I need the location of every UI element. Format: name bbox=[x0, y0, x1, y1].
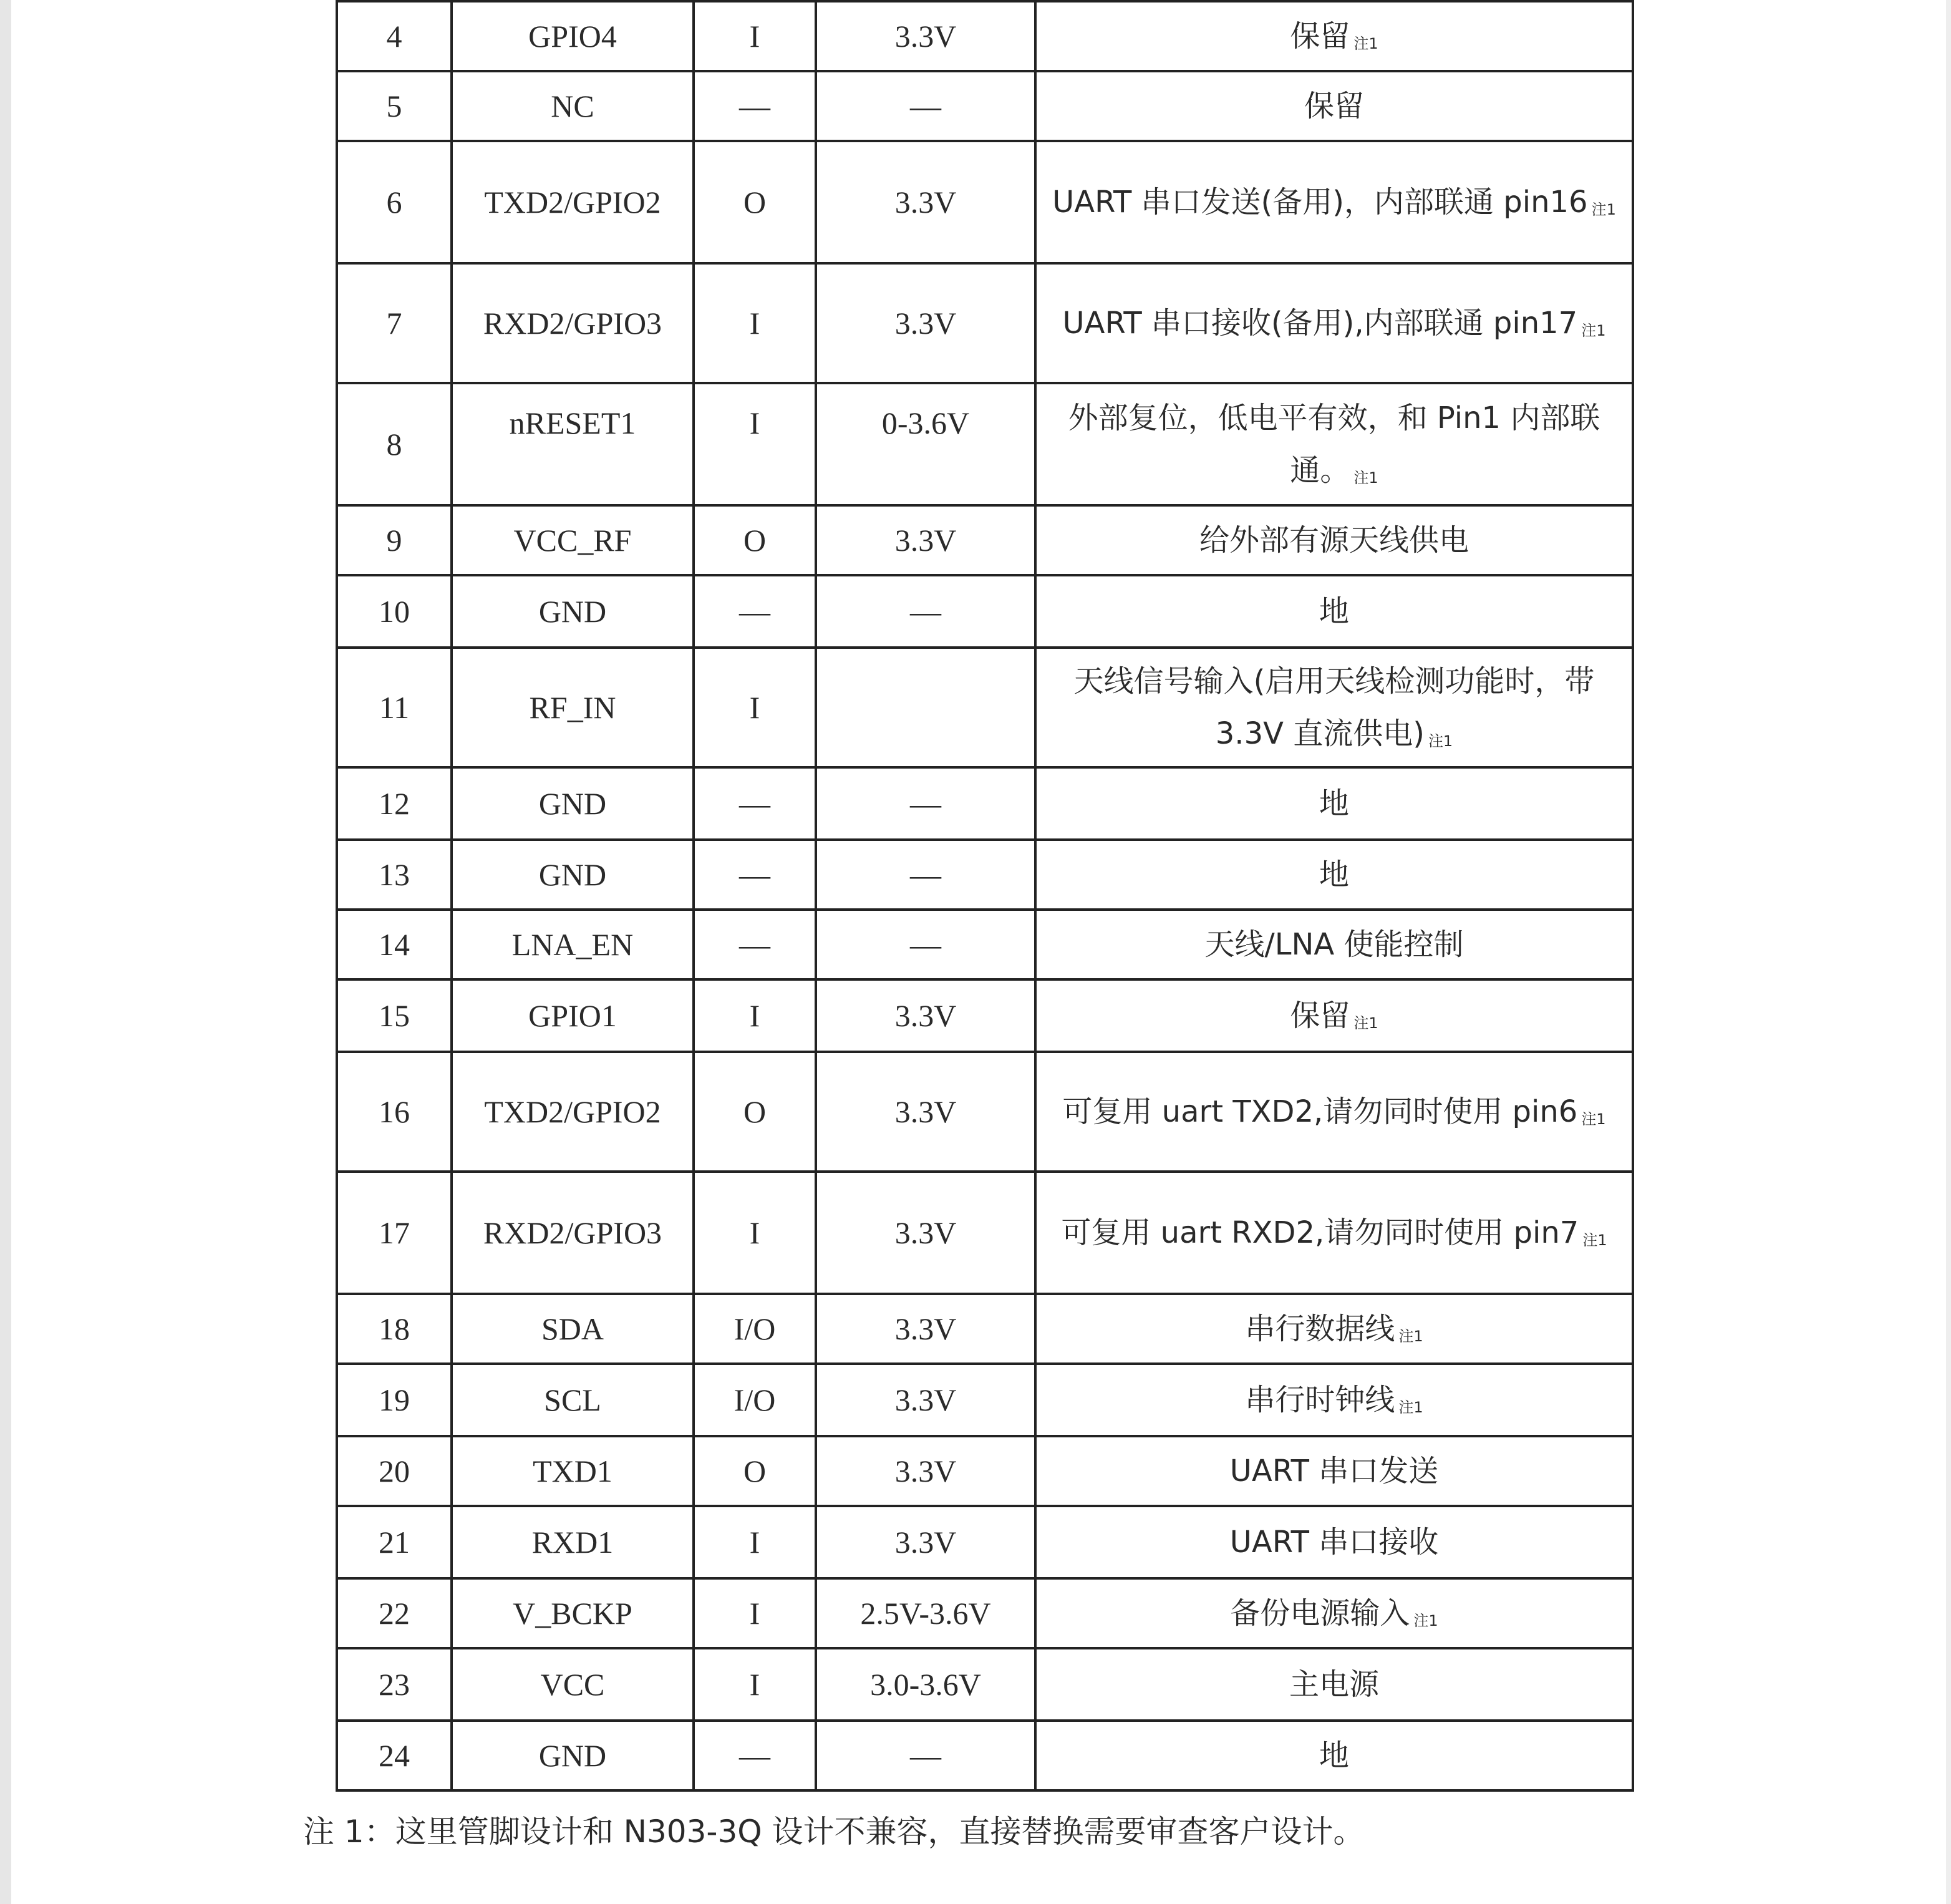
pin-level-cell bbox=[816, 979, 1035, 1052]
pin-number-cell bbox=[337, 1506, 452, 1578]
pin-name-cell bbox=[452, 505, 694, 575]
pin-number-text: 20 bbox=[379, 1454, 410, 1489]
pin-name-text: RF_IN bbox=[529, 690, 616, 725]
pin-number-cell bbox=[337, 1721, 452, 1790]
pin-number-cell bbox=[337, 263, 452, 383]
pin-level-cell bbox=[816, 767, 1035, 840]
pin-level-cell bbox=[816, 1721, 1035, 1790]
pin-level-text: 3.3V bbox=[894, 998, 957, 1033]
pin-table-body bbox=[337, 1, 1633, 1790]
pin-level-cell bbox=[816, 505, 1035, 575]
pin-description-cell bbox=[1035, 1, 1633, 71]
pin-number-cell bbox=[337, 1436, 452, 1506]
pin-description-text: 备份电源输入 bbox=[1230, 1596, 1410, 1631]
pin-description-text: 可复用 uart TXD2,请勿同时使用 pin6 bbox=[1062, 1094, 1578, 1129]
pin-direction-cell bbox=[694, 71, 816, 141]
pin-name-cell bbox=[452, 1294, 694, 1364]
pin-direction-cell bbox=[694, 1436, 816, 1506]
table-row bbox=[337, 1436, 1633, 1506]
pin-level-cell bbox=[816, 1578, 1035, 1648]
pin-direction-cell bbox=[694, 648, 816, 767]
pin-name-cell bbox=[452, 1578, 694, 1648]
pin-level-text: 3.0-3.6V bbox=[870, 1667, 981, 1702]
pin-description-cell bbox=[1035, 1721, 1633, 1790]
pin-level-cell bbox=[816, 575, 1035, 648]
pin-name-cell bbox=[452, 383, 694, 505]
pin-name-text: GND bbox=[538, 1738, 607, 1773]
pin-name-cell bbox=[452, 1364, 694, 1436]
pin-name-text: TXD2/GPIO2 bbox=[484, 185, 661, 220]
pin-description-cell bbox=[1035, 505, 1633, 575]
pin-level-text: 3.3V bbox=[894, 1454, 957, 1489]
note-mark: 注1 bbox=[1353, 35, 1378, 52]
pin-direction-cell bbox=[694, 979, 816, 1052]
pin-description-cell bbox=[1035, 1172, 1633, 1294]
pin-direction-text: I bbox=[749, 690, 760, 725]
pin-number-text: 12 bbox=[379, 786, 410, 821]
pin-number-text: 8 bbox=[386, 427, 402, 462]
pin-name-cell bbox=[452, 1436, 694, 1506]
pin-name-cell bbox=[452, 1052, 694, 1172]
pin-direction-text: O bbox=[743, 1094, 767, 1129]
pin-number-cell bbox=[337, 1172, 452, 1294]
pin-name-cell bbox=[452, 840, 694, 910]
note-mark: 注1 bbox=[1398, 1328, 1423, 1345]
pin-number-text: 19 bbox=[379, 1382, 410, 1417]
pin-direction-text: — bbox=[739, 786, 770, 821]
pin-direction-cell bbox=[694, 910, 816, 979]
pin-direction-cell bbox=[694, 1648, 816, 1721]
pin-number-cell bbox=[337, 1052, 452, 1172]
pin-level-text: 3.3V bbox=[894, 1094, 957, 1129]
pin-number-cell bbox=[337, 1, 452, 71]
note-mark: 注1 bbox=[1353, 469, 1378, 487]
table-row bbox=[337, 910, 1633, 979]
pin-number-cell bbox=[337, 575, 452, 648]
pin-number-cell bbox=[337, 141, 452, 263]
pin-description-text: 保留 bbox=[1304, 89, 1364, 124]
pin-description-cell bbox=[1035, 979, 1633, 1052]
pin-number-text: 15 bbox=[379, 998, 410, 1033]
pin-description-text: 地 bbox=[1319, 857, 1349, 892]
pin-level-cell bbox=[816, 1172, 1035, 1294]
pin-number-text: 13 bbox=[379, 857, 410, 892]
pin-description-cell bbox=[1035, 141, 1633, 263]
pin-level-cell bbox=[816, 648, 1035, 767]
pin-direction-cell bbox=[694, 1294, 816, 1364]
pin-description-cell bbox=[1035, 575, 1633, 648]
note-mark: 注1 bbox=[1428, 732, 1453, 750]
pin-number-text: 9 bbox=[386, 523, 402, 558]
pin-description-cell bbox=[1035, 263, 1633, 383]
pin-level-text: 3.3V bbox=[894, 19, 957, 54]
note-mark: 注1 bbox=[1581, 1110, 1606, 1128]
pin-description-text: 主电源 bbox=[1289, 1667, 1379, 1702]
table-row bbox=[337, 383, 1633, 505]
pin-level-text: 2.5V-3.6V bbox=[860, 1596, 991, 1631]
pin-name-cell bbox=[452, 71, 694, 141]
pin-number-text: 22 bbox=[379, 1596, 410, 1631]
pin-direction-cell bbox=[694, 1172, 816, 1294]
table-row bbox=[337, 1648, 1633, 1721]
pin-direction-text: O bbox=[743, 523, 767, 558]
pin-direction-text: I bbox=[749, 306, 760, 341]
pin-name-text: TXD2/GPIO2 bbox=[484, 1094, 661, 1129]
table-row bbox=[337, 1364, 1633, 1436]
pin-name-text: GND bbox=[538, 786, 607, 821]
pin-level-text: — bbox=[910, 927, 941, 962]
pin-level-cell bbox=[816, 840, 1035, 910]
pin-description-text: 可复用 uart RXD2,请勿同时使用 pin7 bbox=[1061, 1215, 1579, 1250]
pin-direction-text: I/O bbox=[733, 1311, 776, 1346]
table-row bbox=[337, 263, 1633, 383]
pin-level-cell bbox=[816, 263, 1035, 383]
table-row bbox=[337, 1052, 1633, 1172]
pin-description-text: UART 串口接收 bbox=[1229, 1525, 1439, 1560]
pin-direction-text: I bbox=[749, 1215, 760, 1250]
pin-level-text: 3.3V bbox=[894, 1382, 957, 1417]
pin-direction-text: O bbox=[743, 185, 767, 220]
page-edge-left bbox=[0, 0, 11, 1904]
pin-number-cell bbox=[337, 71, 452, 141]
pin-name-text: VCC_RF bbox=[513, 523, 632, 558]
pin-level-cell bbox=[816, 383, 1035, 505]
pin-name-text: NC bbox=[551, 89, 594, 124]
pin-direction-text: I bbox=[749, 406, 760, 440]
table-row bbox=[337, 1578, 1633, 1648]
pin-number-cell bbox=[337, 767, 452, 840]
pin-direction-cell bbox=[694, 1364, 816, 1436]
pin-direction-cell bbox=[694, 840, 816, 910]
pin-description-text: 地 bbox=[1319, 1738, 1349, 1773]
pin-name-cell bbox=[452, 575, 694, 648]
pin-description-text: 串行数据线 bbox=[1245, 1311, 1395, 1346]
pin-number-text: 4 bbox=[386, 19, 402, 54]
pin-direction-cell bbox=[694, 1, 816, 71]
pin-description-cell bbox=[1035, 1052, 1633, 1172]
note-mark: 注1 bbox=[1353, 1014, 1378, 1032]
pin-direction-text: I/O bbox=[733, 1382, 776, 1417]
pin-direction-text: — bbox=[739, 927, 770, 962]
pin-name-cell bbox=[452, 1648, 694, 1721]
pin-level-text: 3.3V bbox=[894, 1215, 957, 1250]
pin-description-text: 地 bbox=[1319, 786, 1349, 821]
pin-direction-cell bbox=[694, 383, 816, 505]
pin-description-text: 外部复位，低电平有效，和 Pin1 内部联通。 bbox=[1068, 401, 1600, 488]
pin-name-cell bbox=[452, 910, 694, 979]
table-row bbox=[337, 1506, 1633, 1578]
table-row bbox=[337, 648, 1633, 767]
pin-name-text: RXD2/GPIO3 bbox=[483, 306, 662, 341]
pin-name-text: GPIO1 bbox=[528, 998, 617, 1033]
pin-direction-cell bbox=[694, 767, 816, 840]
pin-name-text: SDA bbox=[541, 1311, 604, 1346]
pin-direction-cell bbox=[694, 1721, 816, 1790]
pin-name-text: RXD2/GPIO3 bbox=[483, 1215, 662, 1250]
pin-direction-text: I bbox=[749, 1596, 760, 1631]
pin-name-cell bbox=[452, 1172, 694, 1294]
note-mark: 注1 bbox=[1582, 1231, 1607, 1249]
pin-level-cell bbox=[816, 71, 1035, 141]
pin-description-cell bbox=[1035, 1648, 1633, 1721]
pin-level-cell bbox=[816, 910, 1035, 979]
pin-description-cell bbox=[1035, 767, 1633, 840]
table-row bbox=[337, 1, 1633, 71]
pin-description-cell bbox=[1035, 1506, 1633, 1578]
pin-description-cell bbox=[1035, 1436, 1633, 1506]
pin-direction-cell bbox=[694, 1506, 816, 1578]
pin-number-text: 16 bbox=[379, 1094, 410, 1129]
table-row bbox=[337, 1294, 1633, 1364]
table-row bbox=[337, 1721, 1633, 1790]
pin-number-text: 24 bbox=[379, 1738, 410, 1773]
pin-name-text: GPIO4 bbox=[528, 19, 617, 54]
pin-direction-cell bbox=[694, 263, 816, 383]
pin-direction-cell bbox=[694, 1578, 816, 1648]
pin-number-text: 18 bbox=[379, 1311, 410, 1346]
pin-name-text: GND bbox=[538, 594, 607, 629]
table-row bbox=[337, 71, 1633, 141]
pin-level-text: — bbox=[910, 594, 941, 629]
pin-description-cell bbox=[1035, 648, 1633, 767]
pin-direction-text: — bbox=[739, 594, 770, 629]
pin-description-text: 给外部有源天线供电 bbox=[1199, 523, 1469, 558]
pin-level-cell bbox=[816, 1506, 1035, 1578]
pin-direction-cell bbox=[694, 505, 816, 575]
note-mark: 注1 bbox=[1581, 322, 1606, 339]
pin-level-text: — bbox=[910, 857, 941, 892]
pin-direction-text: O bbox=[743, 1454, 767, 1489]
pin-number-text: 21 bbox=[379, 1525, 410, 1560]
note-mark: 注1 bbox=[1413, 1612, 1438, 1630]
pin-number-text: 17 bbox=[379, 1215, 410, 1250]
pin-name-cell bbox=[452, 263, 694, 383]
pin-direction-text: I bbox=[749, 19, 760, 54]
pin-name-text: TXD1 bbox=[533, 1454, 612, 1489]
pin-name-text: SCL bbox=[544, 1382, 601, 1417]
table-row bbox=[337, 141, 1633, 263]
pin-direction-text: I bbox=[749, 1525, 760, 1560]
pin-name-text: VCC bbox=[540, 1667, 605, 1702]
pin-name-text: GND bbox=[538, 857, 607, 892]
pin-description-text: UART 串口接收(备用),内部联通 pin17 bbox=[1062, 306, 1578, 341]
pin-direction-text: — bbox=[739, 857, 770, 892]
pin-description-text: 地 bbox=[1319, 594, 1349, 629]
pin-level-text: 3.3V bbox=[894, 523, 957, 558]
pin-number-text: 5 bbox=[386, 89, 402, 124]
pin-description-text: UART 串口发送(备用)，内部联通 pin16 bbox=[1052, 185, 1588, 220]
pin-direction-cell bbox=[694, 575, 816, 648]
pin-description-text: 保留 bbox=[1290, 998, 1350, 1033]
pin-description-cell bbox=[1035, 383, 1633, 505]
pin-level-text: 3.3V bbox=[894, 185, 957, 220]
pin-number-cell bbox=[337, 1578, 452, 1648]
pin-description-cell bbox=[1035, 1578, 1633, 1648]
pin-direction-cell bbox=[694, 1052, 816, 1172]
pin-level-text: — bbox=[910, 786, 941, 821]
pin-direction-text: — bbox=[739, 89, 770, 124]
pin-description-cell bbox=[1035, 71, 1633, 141]
pin-name-cell bbox=[452, 1506, 694, 1578]
pin-level-cell bbox=[816, 1648, 1035, 1721]
pin-description-cell bbox=[1035, 1294, 1633, 1364]
page-edge-right bbox=[1946, 0, 1951, 1904]
pin-level-cell bbox=[816, 1294, 1035, 1364]
pin-number-cell bbox=[337, 505, 452, 575]
pin-number-cell bbox=[337, 979, 452, 1052]
pin-level-cell bbox=[816, 1436, 1035, 1506]
table-row bbox=[337, 840, 1633, 910]
pin-level-text: 3.3V bbox=[894, 306, 957, 341]
pin-description-cell bbox=[1035, 910, 1633, 979]
pin-number-cell bbox=[337, 1294, 452, 1364]
pin-level-cell bbox=[816, 141, 1035, 263]
pin-number-cell bbox=[337, 910, 452, 979]
pin-direction-text: — bbox=[739, 1738, 770, 1773]
pin-level-text: 3.3V bbox=[894, 1311, 957, 1346]
pin-number-cell bbox=[337, 1364, 452, 1436]
pin-level-cell bbox=[816, 1364, 1035, 1436]
table-row bbox=[337, 767, 1633, 840]
pin-number-text: 11 bbox=[379, 690, 410, 725]
pin-name-text: LNA_EN bbox=[511, 927, 634, 962]
pin-description-text: 保留 bbox=[1290, 19, 1350, 54]
pin-level-text: 3.3V bbox=[894, 1525, 957, 1560]
pin-description-cell bbox=[1035, 840, 1633, 910]
pin-name-cell bbox=[452, 141, 694, 263]
pin-name-cell bbox=[452, 979, 694, 1052]
pin-level-text: — bbox=[910, 89, 941, 124]
pin-level-text: 0-3.6V bbox=[881, 406, 970, 440]
table-row bbox=[337, 505, 1633, 575]
pin-name-text: nRESET1 bbox=[509, 406, 636, 440]
pin-number-text: 23 bbox=[379, 1667, 410, 1702]
note-mark: 注1 bbox=[1398, 1399, 1423, 1416]
pin-level-cell bbox=[816, 1052, 1035, 1172]
pin-description-cell bbox=[1035, 1364, 1633, 1436]
pin-table bbox=[336, 0, 1634, 1792]
pin-description-text: 串行时钟线 bbox=[1245, 1382, 1395, 1417]
pin-number-text: 7 bbox=[386, 306, 402, 341]
pin-level-cell bbox=[816, 1, 1035, 71]
pin-number-text: 10 bbox=[379, 594, 410, 629]
pin-number-cell bbox=[337, 383, 452, 505]
pin-direction-text: I bbox=[749, 1667, 760, 1702]
pin-description-text: UART 串口发送 bbox=[1229, 1454, 1439, 1489]
pin-name-text: RXD1 bbox=[531, 1525, 614, 1560]
pin-number-text: 14 bbox=[379, 927, 410, 962]
pin-level-text: — bbox=[910, 1738, 941, 1773]
pin-name-cell bbox=[452, 1, 694, 71]
pin-name-cell bbox=[452, 767, 694, 840]
pin-direction-cell bbox=[694, 141, 816, 263]
pin-description-text: 天线信号输入(启用天线检测功能时，带 3.3V 直流供电) bbox=[1073, 664, 1595, 751]
pin-name-cell bbox=[452, 648, 694, 767]
table-row bbox=[337, 575, 1633, 648]
pin-number-cell bbox=[337, 1648, 452, 1721]
pin-number-cell bbox=[337, 840, 452, 910]
footnote: 注 1：这里管脚设计和 N303-3Q 设计不兼容，直接替换需要审查客户设计。 bbox=[303, 1814, 1365, 1850]
pin-description-text: 天线/LNA 使能控制 bbox=[1204, 927, 1464, 962]
table-row bbox=[337, 1172, 1633, 1294]
pin-number-text: 6 bbox=[386, 185, 402, 220]
pin-name-cell bbox=[452, 1721, 694, 1790]
pin-number-cell bbox=[337, 648, 452, 767]
pin-name-text: V_BCKP bbox=[513, 1596, 632, 1631]
table-row bbox=[337, 979, 1633, 1052]
note-mark: 注1 bbox=[1591, 201, 1616, 218]
pin-direction-text: I bbox=[749, 998, 760, 1033]
